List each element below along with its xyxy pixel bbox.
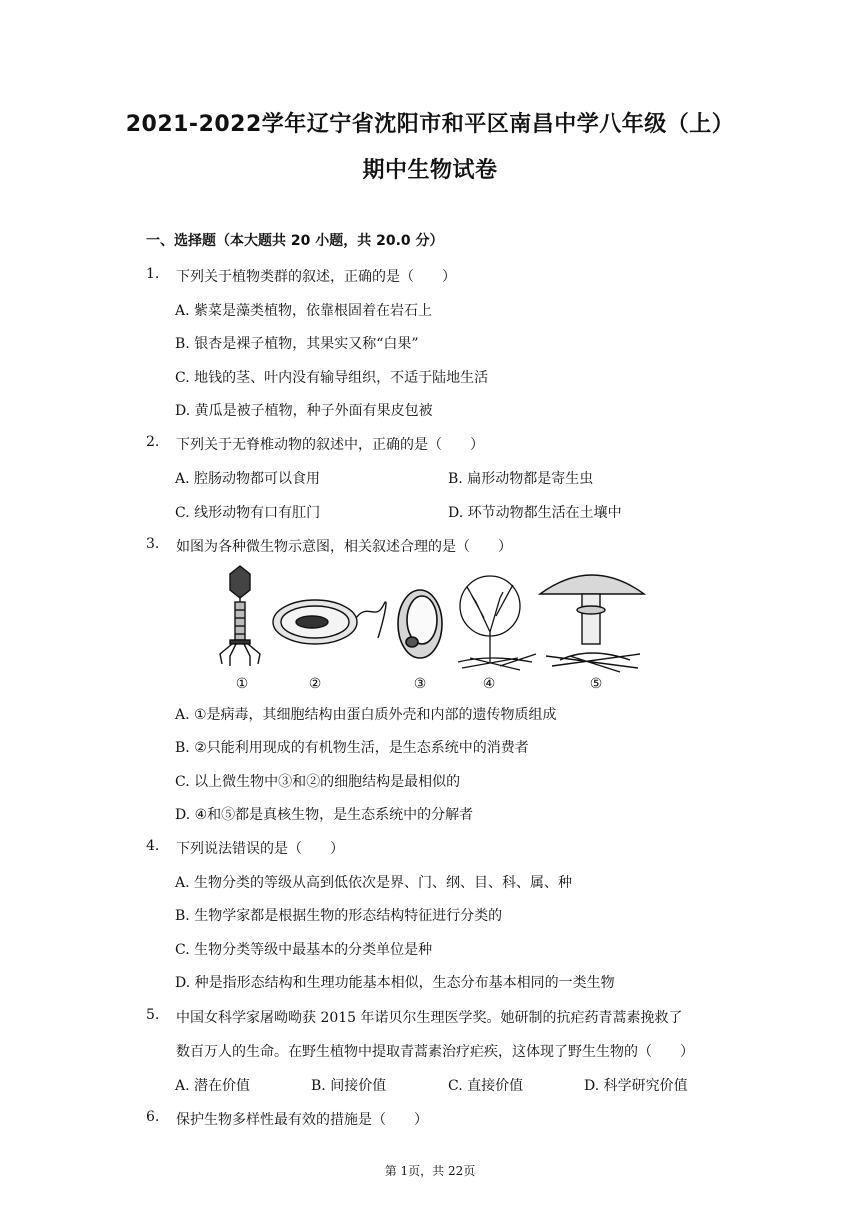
figure-label: ①: [235, 676, 249, 692]
option: A. 生物分类的等级从高到低依次是界、门、纲、目、科、属、种: [175, 875, 573, 891]
mold-illustration: [458, 576, 536, 670]
option: B. 间接价值: [311, 1078, 387, 1094]
option: B. 扁形动物都是寄生虫: [448, 471, 594, 487]
option: D. 科学研究价值: [584, 1078, 688, 1094]
option: B. 生物学家都是根据生物的形态结构特征进行分类的: [175, 908, 503, 924]
question-text-continued: 数百万人的生命。在野生植物中提取青蒿素治疗疟疾，这体现了野生生物的（ ）: [176, 1044, 694, 1060]
question-number: 6.: [146, 1109, 160, 1125]
option: B. 银杏是裸子植物，其果实又称“白果”: [175, 336, 419, 352]
option: A. ①是病毒，其细胞结构由蛋白质外壳和内部的遗传物质组成: [175, 707, 557, 723]
option: D. 环节动物都生活在土壤中: [448, 505, 622, 521]
option: D. 种是指形态结构和生理功能基本相似，生态分布基本相同的一类生物: [175, 975, 615, 991]
option: C. 线形动物有口有肛门: [175, 505, 321, 521]
mushroom-illustration: [540, 575, 644, 672]
page-footer: 第 1页，共 22页: [384, 1164, 476, 1178]
question-text: 如图为各种微生物示意图，相关叙述合理的是（ ）: [176, 539, 512, 555]
question-text: 下列关于植物类群的叙述，正确的是（ ）: [176, 269, 456, 285]
microorganism-figure: [200, 562, 652, 694]
option: C. 直接价值: [448, 1078, 524, 1094]
section-heading: 一、选择题（本大题共 20 小题，共 20.0 分）: [146, 233, 444, 249]
option: B. ②只能利用现成的有机物生活，是生态系统中的消费者: [175, 740, 529, 756]
virus-illustration: [220, 566, 260, 666]
document-title-line1: 2021-2022学年辽宁省沈阳市和平区南昌中学八年级（上）: [125, 112, 735, 137]
figure-label: ③: [413, 676, 427, 692]
question-text: 保护生物多样性最有效的措施是（ ）: [176, 1112, 428, 1128]
option: D. 黄瓜是被子植物，种子外面有果皮包被: [175, 403, 433, 419]
option: D. ④和⑤都是真核生物，是生态系统中的分解者: [175, 807, 474, 823]
option: C. 生物分类等级中最基本的分类单位是种: [175, 942, 433, 958]
option: A. 潜在价值: [175, 1078, 251, 1094]
question-number: 1.: [146, 266, 160, 282]
bacterium-illustration: [273, 600, 386, 644]
question-number: 4.: [146, 838, 160, 854]
option: C. 地钱的茎、叶内没有输导组织，不适于陆地生活: [175, 370, 489, 386]
question-number: 5.: [146, 1007, 160, 1023]
question-text: 下列说法错误的是（ ）: [176, 841, 344, 857]
figure-label: ②: [308, 676, 322, 692]
option: C. 以上微生物中③和②的细胞结构是最相似的: [175, 774, 461, 790]
figure-label: ④: [482, 676, 496, 692]
question-number: 2.: [146, 434, 160, 450]
yeast-illustration: [398, 590, 442, 658]
figure-label: ⑤: [589, 676, 603, 692]
question-number: 3.: [146, 536, 160, 552]
question-text: 中国女科学家屠呦呦获 2015 年诺贝尔生理医学奖。她研制的抗疟药青蒿素挽救了: [176, 1010, 683, 1026]
option: A. 腔肠动物都可以食用: [175, 471, 321, 487]
question-text: 下列关于无脊椎动物的叙述中，正确的是（ ）: [176, 437, 484, 453]
document-title-line2: 期中生物试卷: [362, 158, 498, 183]
option: A. 紫菜是藻类植物，依靠根固着在岩石上: [175, 303, 433, 319]
